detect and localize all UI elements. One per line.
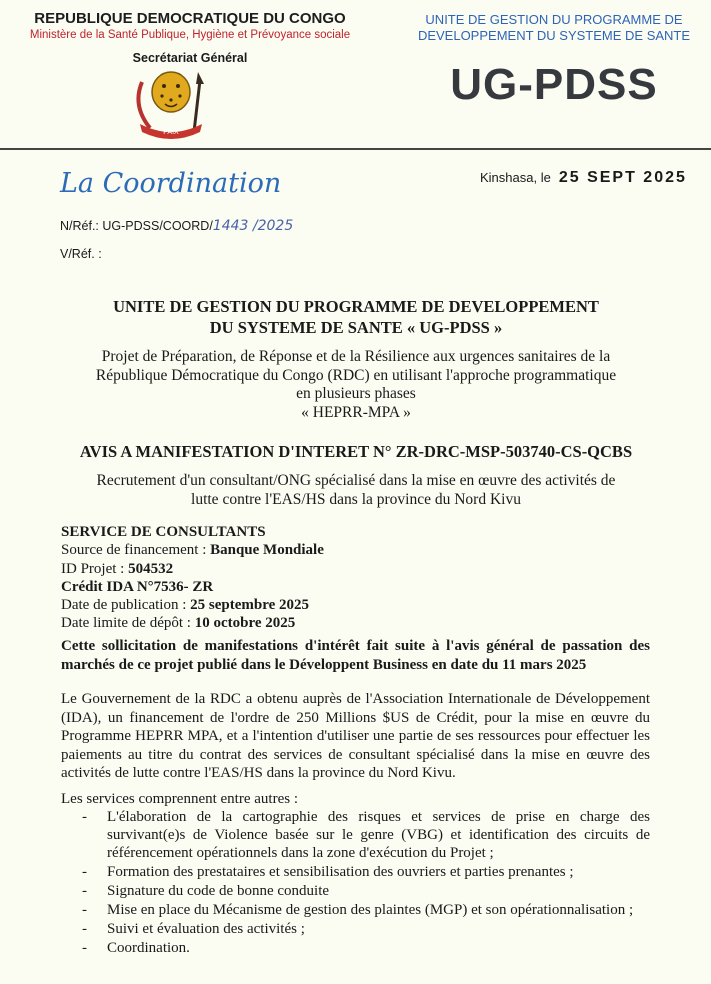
service-item-text: Suivi et évaluation des activités ; (107, 921, 305, 937)
date-stamp: 25 SEPT 2025 (558, 169, 687, 186)
service-item (61, 882, 650, 900)
project-id: ID Projet : 504532 (61, 560, 174, 577)
project-line3: en plusieurs phases (296, 385, 416, 402)
consultancy-details (61, 523, 650, 633)
service-type: SERVICE DE CONSULTANTS (61, 524, 266, 540)
services-intro: Les services comprennent entre autres : (61, 791, 298, 807)
republic-name: REPUBLIQUE DEMOCRATIQUE DU CONGO (34, 10, 346, 27)
bullet-dash: - (82, 921, 87, 937)
coat-of-arms-emblem (128, 62, 214, 144)
unit-name-line2: DEVELOPPEMENT DU SYSTEME DE SANTE (417, 28, 691, 43)
document-title-line1: UNITE DE GESTION DU PROGRAMME DE DEVELOPPEMENT (113, 297, 599, 316)
recruitment-description (40, 472, 672, 509)
service-item (61, 863, 650, 881)
unit-acronym: UG-PDSS (450, 60, 658, 109)
project-line4: « HEPRR-MPA » (301, 403, 411, 421)
project-line2: République Démocratique du Congo (RDC) en utilisant l'approche programmatique (95, 366, 617, 384)
funding-paragraph: Le Gouvernement de la RDC a obtenu auprès de l'Association Internationale de Développement (IDA), un financement de l'ordre de 250 Millions $US de Crédit, pour la mise en œuvre du Programme HEPRR MPA, et a l'intention d'utiliser une partie de ses ressources pour effectuer les paiements au titre du contrat des services de consultant spécialisé dans la mise en œuvre des activités de lutte contre l'EAS/HS dans la province du Nord Kivu. (61, 691, 650, 781)
our-reference (60, 218, 293, 234)
services-list-container (61, 808, 650, 958)
our-reference-number: 1443 /2025 (212, 218, 294, 234)
unit-name-line1: UNITE DE GESTION DU PROGRAMME DE (425, 12, 683, 27)
submission-deadline: Date limite de dépôt : 10 octobre 2025 (61, 615, 296, 632)
service-item (61, 939, 650, 957)
project-description (40, 348, 672, 422)
place-date (480, 169, 687, 187)
ministry-name: Ministère de la Santé Publique, Hygiène et Prévoyance sociale (29, 29, 351, 41)
our-reference-label: N/Réf.: UG-PDSS/COORD/ (60, 219, 213, 233)
service-item-text: Coordination. (107, 940, 190, 956)
recruitment-line1: Recrutement d'un consultant/ONG spécialisé dans la mise en œuvre des activités de (96, 472, 616, 489)
bullet-dash: - (82, 883, 87, 899)
solicitation-note: Cette sollicitation de manifestations d'intérêt fait suite à l'avis général de passation des marchés de ce projet publié dans le Développent Business en date du 11 mars 2025 (61, 638, 650, 673)
document-title-line2: DU SYSTEME DE SANTE « UG-PDSS » (209, 318, 503, 337)
notice-title: AVIS A MANIFESTATION D'INTERET N° ZR-DRC-MSP-503740-CS-QCBS (79, 442, 633, 461)
ministry-header (10, 10, 370, 65)
service-item-text: Formation des prestataires et sensibilisation des ouvriers et parties prenantes ; (107, 864, 574, 880)
services-list (61, 808, 650, 957)
credit-number: Crédit IDA N°7536- ZR (61, 578, 214, 595)
service-item-text: L'élaboration de la cartographie des risques et services de prise en charge des survivant(e)s de Violence basée sur le genre (VBG) et identification des circuits de référencement opérationnels dans la zone d'exécution du Projet ; (107, 809, 650, 861)
bullet-dash: - (82, 809, 87, 825)
document-title (40, 296, 672, 338)
bullet-dash: - (82, 902, 87, 918)
project-line1: Projet de Préparation, de Réponse et de la Résilience aux urgences sanitaires de la (101, 348, 611, 365)
coordination-title: La Coordination (60, 168, 282, 199)
service-item (61, 920, 650, 938)
place-label: Kinshasa, le (480, 170, 551, 185)
service-item (61, 808, 650, 862)
header-divider (0, 148, 711, 150)
service-item-text: Mise en place du Mécanisme de gestion des plaintes (MGP) et son opérationnalisation ; (107, 902, 634, 918)
funding-source: Source de financement : Banque Mondiale (61, 542, 324, 559)
bullet-dash: - (82, 940, 87, 956)
publication-date: Date de publication : 25 septembre 2025 (61, 597, 310, 614)
unit-header (408, 12, 700, 110)
recruitment-line2: lutte contre l'EAS/HS dans la province du Nord Kivu (191, 490, 521, 508)
emblem-motto: PAIX (163, 129, 179, 136)
service-item (61, 901, 650, 919)
bullet-dash: - (82, 864, 87, 880)
secretariat-name: Secrétariat Général (132, 51, 248, 65)
service-item-text: Signature du code de bonne conduite (107, 883, 330, 899)
your-reference: V/Réf. : (60, 247, 102, 261)
